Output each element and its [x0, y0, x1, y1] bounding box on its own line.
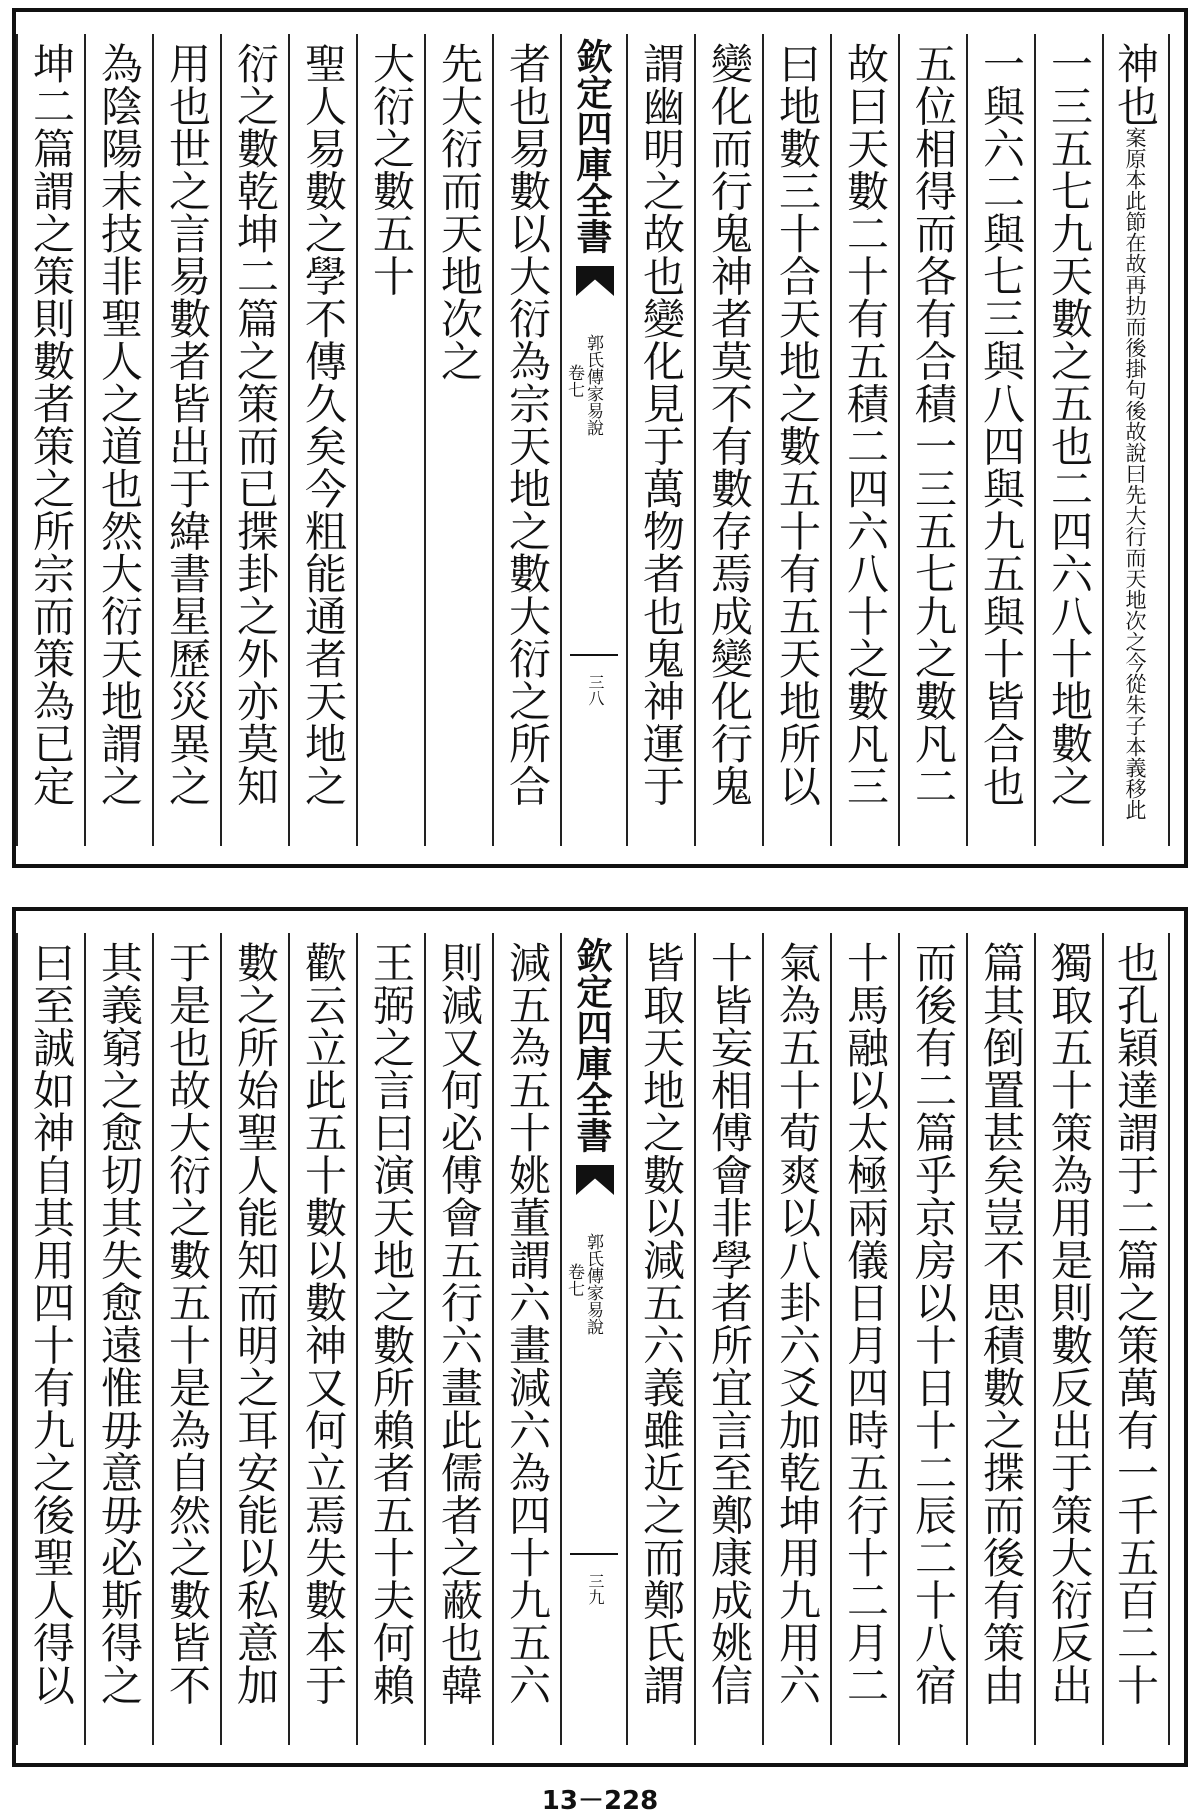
column-text: 用也世之言易數者皆出于緯書星歷災異之: [163, 42, 212, 807]
annotation-note: 案原本此節在故再扐而後掛句後故說曰先大行而天地次之今從朱子本義移此: [1123, 127, 1147, 820]
column-text: 皆取天地之數以減五六義雖近之而鄭氏謂: [637, 941, 686, 1706]
text-column: [84, 34, 152, 846]
text-column: [762, 933, 830, 1745]
column-text: 減五為五十姚董謂六畫減六為四十九五六: [503, 941, 552, 1706]
column-text: 則減又何必傅會五行六畫此儒者之蔽也韓: [435, 941, 484, 1706]
text-column: [898, 933, 966, 1745]
column-text: 五位相得而各有合積一三五七九之數凡二: [909, 42, 958, 807]
volume-label: 卷七: [564, 364, 584, 398]
text-column: [84, 933, 152, 1745]
divider: [570, 654, 618, 656]
book-title: 郭氏傳家易說: [583, 334, 603, 436]
column-text: 為陰陽末技非聖人之道也然大衍天地謂之: [95, 42, 144, 807]
column-text: 坤二篇謂之策則數者策之所宗而策為已定: [27, 42, 76, 807]
text-column: [492, 34, 560, 846]
text-column: [626, 933, 694, 1745]
fishtail-mark-icon: [576, 1165, 614, 1195]
text-column: [356, 933, 424, 1745]
text-column: [16, 933, 84, 1745]
column-text: 神也: [1111, 42, 1160, 127]
text-column: [830, 933, 898, 1745]
text-column: [16, 34, 84, 846]
column-text: 歡云立此五十數以數神又何立焉失數本于: [299, 941, 348, 1706]
top-page: [12, 8, 1188, 868]
text-column: [762, 34, 830, 846]
column-text: 也孔穎達謂于二篇之策萬有一千五百二十: [1111, 941, 1160, 1706]
column-text: 故曰天數二十有五積二四六八十之數凡三: [841, 42, 890, 807]
folio-number: 三九: [586, 1573, 605, 1605]
column-text: 獨取五十策為用是則數反出于策大衍反出: [1045, 941, 1094, 1706]
text-column: [492, 933, 560, 1745]
text-column: [152, 933, 220, 1745]
column-text: 聖人易數之學不傳久矣今粗能通者天地之: [299, 42, 348, 807]
text-column: [1102, 34, 1170, 846]
bottom-page: [12, 907, 1188, 1767]
text-column: [1102, 933, 1170, 1745]
text-column: [966, 34, 1034, 846]
column-text: 于是也故大衍之數五十是為自然之數皆不: [163, 941, 212, 1706]
top-page-columns: [16, 34, 1170, 846]
column-text: 一與六二與七三與八四與九五與十皆合也: [977, 42, 1026, 807]
center-fold-spine: [560, 34, 626, 846]
column-text: 一三五七九天數之五也二四六八十地數之: [1045, 42, 1094, 807]
text-column: [1034, 34, 1102, 846]
column-text: 衍之數乾坤二篇之策而已揲卦之外亦莫知: [231, 42, 280, 807]
column-text: 而後有二篇乎京房以十日十二辰二十八宿: [909, 941, 958, 1706]
text-column: [694, 933, 762, 1745]
text-column: [898, 34, 966, 846]
column-text: 十皆妄相傅會非學者所宜言至鄭康成姚信: [705, 941, 754, 1706]
column-text: 其義窮之愈切其失愈遠惟毋意毋必斯得之: [95, 941, 144, 1706]
fishtail-mark-icon: [576, 266, 614, 296]
text-column: [220, 933, 288, 1745]
column-text: 變化而行鬼神者莫不有數存焉成變化行鬼: [705, 42, 754, 807]
column-text: 數之所始聖人能知而明之耳安能以私意加: [231, 941, 280, 1706]
column-text: 十馬融以太極兩儀日月四時五行十二月二: [841, 941, 890, 1706]
text-column: [220, 34, 288, 846]
text-column: [1034, 933, 1102, 1745]
folio-number: 三八: [586, 674, 605, 706]
column-text: 篇其倒置甚矣豈不思積數之揲而後有策由: [977, 941, 1026, 1706]
text-column: [424, 34, 492, 846]
column-text: 者也易數以大衍為宗天地之數大衍之所合: [503, 42, 552, 807]
column-text: 先大衍而天地次之: [435, 42, 484, 382]
column-text: 氣為五十荀爽以八卦六爻加乾坤用九用六: [773, 941, 822, 1706]
text-column: [288, 34, 356, 846]
text-column: [694, 34, 762, 846]
divider: [570, 1553, 618, 1555]
text-column: [966, 933, 1034, 1745]
column-text: 王弼之言曰演天地之數所賴者五十夫何賴: [367, 941, 416, 1706]
text-column: [152, 34, 220, 846]
column-text: 大衍之數五十: [367, 42, 416, 297]
column-text: 曰至誠如神自其用四十有九之後聖人得以: [27, 941, 76, 1706]
book-title: 郭氏傳家易說: [583, 1233, 603, 1335]
text-column: [424, 933, 492, 1745]
collection-title: 欽定四庫全書: [571, 937, 613, 1153]
column-text: 謂幽明之故也變化見于萬物者也鬼神運于: [637, 42, 686, 807]
text-column: [830, 34, 898, 846]
text-column: [626, 34, 694, 846]
page-number: 13－228: [541, 1786, 659, 1816]
text-column: [356, 34, 424, 846]
collection-title: 欽定四庫全書: [571, 38, 613, 254]
text-column: [288, 933, 356, 1745]
bottom-page-columns: [16, 933, 1170, 1745]
volume-label: 卷七: [564, 1263, 584, 1297]
column-text: 曰地數三十合天地之數五十有五天地所以: [773, 42, 822, 807]
center-fold-spine: [560, 933, 626, 1745]
